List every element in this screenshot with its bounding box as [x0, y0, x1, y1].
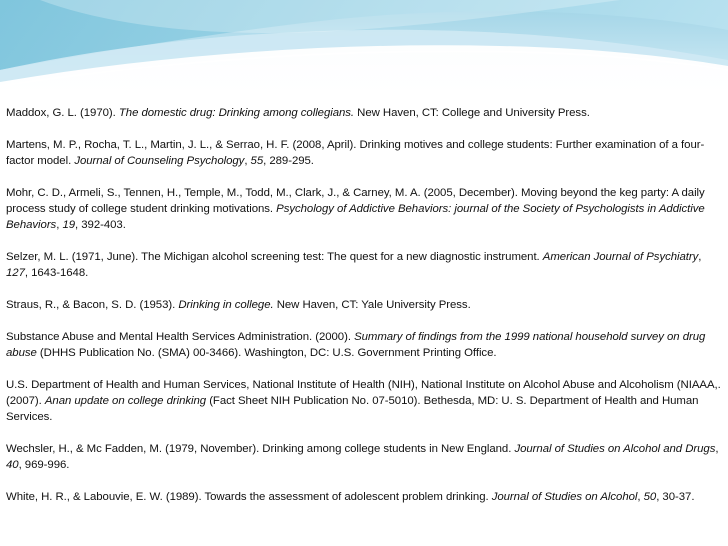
reference-italic-text: Journal of Studies on Alcohol — [491, 491, 638, 503]
reference-italic-text: 40 — [6, 459, 19, 471]
reference-text: White, H. R., & Labouvie, E. W. (1989). Towards the assessment of adolescent problem drinking. — [6, 491, 492, 503]
reference-text: (DHHS Publication No. (SMA) 00-3466). Washington, DC: U.S. Government Printing Office. — [36, 347, 497, 359]
reference-italic-text: 55 — [250, 155, 264, 167]
reference-text: Wechsler, H., & Mc Fadden, M. (1979, November). Drinking among college students in New England. — [6, 443, 515, 455]
reference-text: , — [56, 219, 63, 231]
reference-italic-text: Drinking in college. — [178, 299, 274, 311]
reference-italic-text: 19 — [62, 219, 76, 231]
reference-text: Straus, R., & Bacon, S. D. (1953). — [6, 299, 179, 311]
reference-text: New Haven, CT: College and University Press. — [354, 107, 590, 119]
reference-entry — [6, 489, 722, 505]
reference-italic-text: 127 — [6, 267, 25, 279]
reference-text: Mohr, C. D., Armeli, S., Tennen, H., Temple, M., Todd, M., Clark, J., & Carney, M. A. (2005, December). Moving beyond the keg party: A daily process study of college student drinking motivations. — [6, 187, 705, 215]
reference-text: , — [637, 491, 644, 503]
reference-text: (Fact Sheet NIH Publication No. 07-5010). Bethesda, MD: U. S. Department of Health and Human Services. — [6, 395, 699, 423]
reference-italic-text: The domestic drug: Drinking among collegians. — [118, 107, 355, 119]
reference-entry — [6, 105, 722, 121]
header-wave-banner — [0, 0, 728, 96]
reference-text: , — [698, 251, 702, 263]
reference-text: New Haven, CT: Yale University Press. — [273, 299, 471, 311]
reference-list — [6, 105, 722, 521]
reference-entry — [6, 377, 722, 425]
reference-text: , — [244, 155, 251, 167]
reference-entry — [6, 441, 722, 473]
reference-entry — [6, 185, 722, 233]
reference-italic-text: Journal of Studies on Alcohol and Drugs — [514, 443, 716, 455]
reference-text: Martens, M. P., Rocha, T. L., Martin, J. L., & Serrao, H. F. (2008, April). Drinking motives and college students: Further examination of a four-factor model. — [6, 139, 705, 167]
reference-text: U.S. Department of Health and Human Services, National Institute of Health (NIH), National Institute on Alcohol Abuse and Alcoholism (NIAAA,. (2007). — [6, 379, 721, 407]
reference-italic-text: American Journal of Psychiatry — [542, 251, 699, 263]
reference-text: , 392-403. — [75, 219, 126, 231]
reference-entry — [6, 329, 722, 361]
reference-italic-text: Anan update on college drinking — [44, 395, 207, 407]
reference-entry — [6, 297, 722, 313]
reference-text: Selzer, M. L. (1971, June). The Michigan alcohol screening test: The quest for a new diagnostic instrument. — [6, 251, 543, 263]
reference-entry — [6, 137, 722, 169]
reference-entry — [6, 249, 722, 281]
reference-italic-text: Psychology of Addictive Behaviors: journal of the Society of Psychologists in Addictive Behaviors — [6, 203, 705, 231]
reference-italic-text: Journal of Counseling Psychology — [74, 155, 245, 167]
reference-text: , 969-996. — [18, 459, 70, 471]
reference-text: , — [715, 443, 719, 455]
reference-text: , 289-295. — [263, 155, 314, 167]
reference-text: , 30-37. — [656, 491, 695, 503]
reference-italic-text: Summary of findings from the 1999 national household survey on drug abuse — [6, 331, 706, 359]
reference-italic-text: 50 — [643, 491, 657, 503]
reference-text: Maddox, G. L. (1970). — [6, 107, 119, 119]
reference-text: Substance Abuse and Mental Health Services Administration. (2000). — [6, 331, 355, 343]
reference-text: , 1643-1648. — [24, 267, 89, 279]
